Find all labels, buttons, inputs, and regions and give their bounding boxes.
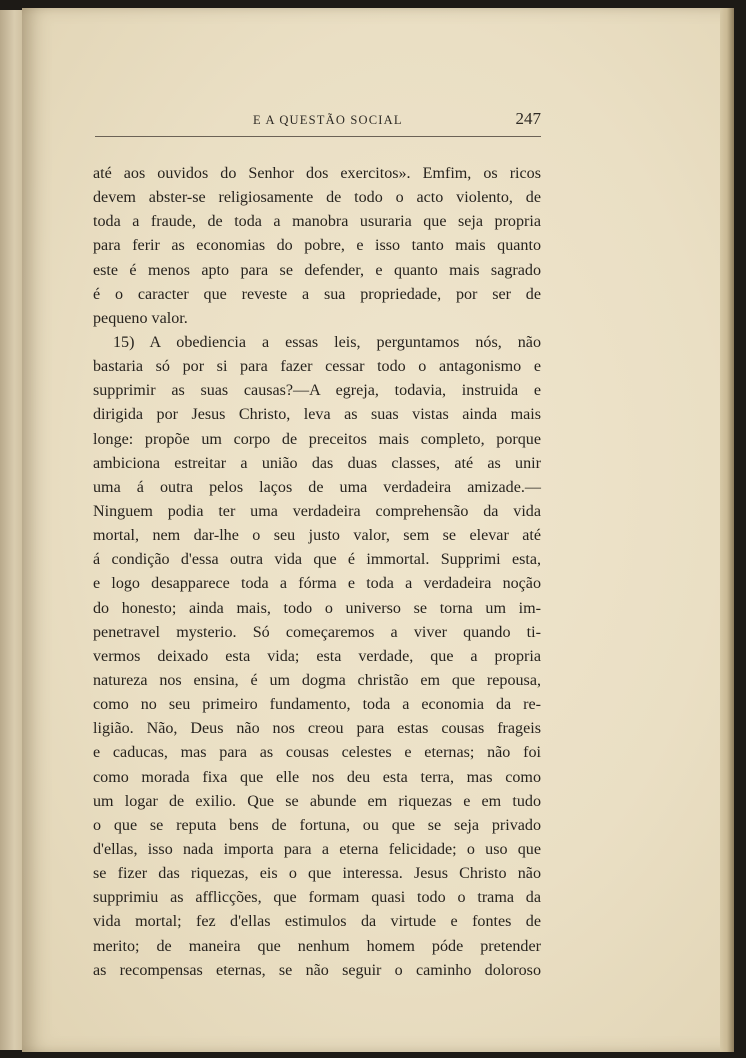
text-line: como morada fixa que elle nos deu esta terra, mas como (93, 768, 541, 786)
text-line: vida mortal; fez d'ellas estimulos da virtude e fontes de (93, 913, 541, 931)
text-line: para ferir as economias do pobre, e isso tanto mais quanto (93, 237, 541, 255)
text-line: á condição d'essa outra vida que é immortal. Supprimi esta, (93, 551, 541, 569)
page-number: 247 (515, 109, 541, 128)
text-line: longe: propõe um corpo de preceitos mais completo, porque (93, 430, 541, 448)
text-line: um logar de exilio. Que se abunde em riquezas e em tudo (93, 792, 541, 810)
text-line: mortal, nem dar-lhe o seu justo valor, sem se elevar até (93, 527, 541, 545)
text-line: dirigida por Jesus Christo, leva as suas vistas ainda mais (93, 406, 541, 424)
text-line: o que se reputa bens de fortuna, ou que se seja privado (93, 816, 541, 834)
text-line: é o caracter que reveste a sua propriedade, por ser de (93, 285, 541, 303)
text-line: d'ellas, isso nada importa para a eterna felicidade; o uso que (93, 840, 541, 858)
text-line: como no seu primeiro fundamento, toda a economia da re- (93, 696, 541, 714)
paragraph-start-line: 15) A obediencia a essas leis, perguntamos nós, não (113, 333, 541, 351)
text-line: e logo desapparece toda a fórma e toda a verdadeira noção (93, 575, 541, 593)
text-line: bastaria só por si para fazer cessar todo o antagonismo e (93, 358, 541, 376)
text-line: ligião. Não, Deus não nos creou para estas cousas frageis (93, 720, 541, 738)
text-line: supprimiu as afflicções, que formam quasi todo o trama da (93, 889, 541, 907)
text-line: supprimir as suas causas?—A egreja, todavia, instruida e (93, 382, 541, 400)
text-line: até aos ouvidos do Senhor dos exercitos». Emfim, os ricos (93, 165, 541, 182)
running-title: E A QUESTÃO SOCIAL (253, 113, 403, 127)
text-line: este é menos apto para se defender, e quanto mais sagrado (93, 261, 541, 279)
body-text (93, 162, 541, 983)
text-line: natureza nos ensina, é um dogma christão em que repousa, (93, 671, 541, 689)
text-line: Ninguem podia ter uma verdadeira comprehensão da vida (93, 502, 541, 520)
text-line: merito; de maneira que nenhum homem póde pretender (93, 937, 541, 955)
text-line: se fizer das riquezas, eis o que interessa. Jesus Christo não (93, 865, 541, 883)
text-line: toda a fraude, de toda a manobra usuraria que seja propria (93, 213, 541, 231)
page-stack-edge (720, 8, 734, 1052)
text-line: devem abster-se religiosamente de todo o acto violento, de (93, 189, 541, 207)
paragraph-end-line: pequeno valor. (93, 309, 188, 327)
text-line: do honesto; ainda mais, todo o universo se torna um im- (93, 599, 541, 617)
running-header (95, 106, 541, 137)
text-line: as recompensas eternas, se não seguir o caminho doloroso (93, 961, 541, 979)
text-line: penetravel mysterio. Só começaremos a viver quando ti- (93, 623, 541, 641)
text-line: ambiciona estreitar a união das duas classes, até as unir (93, 454, 541, 472)
text-line: uma á outra pelos laços de uma verdadeira amizade.— (93, 478, 541, 496)
text-line: e caducas, mas para as cousas celestes e eternas; não foi (93, 744, 541, 762)
text-line: vermos deixado esta vida; esta verdade, que a propria (93, 647, 541, 665)
